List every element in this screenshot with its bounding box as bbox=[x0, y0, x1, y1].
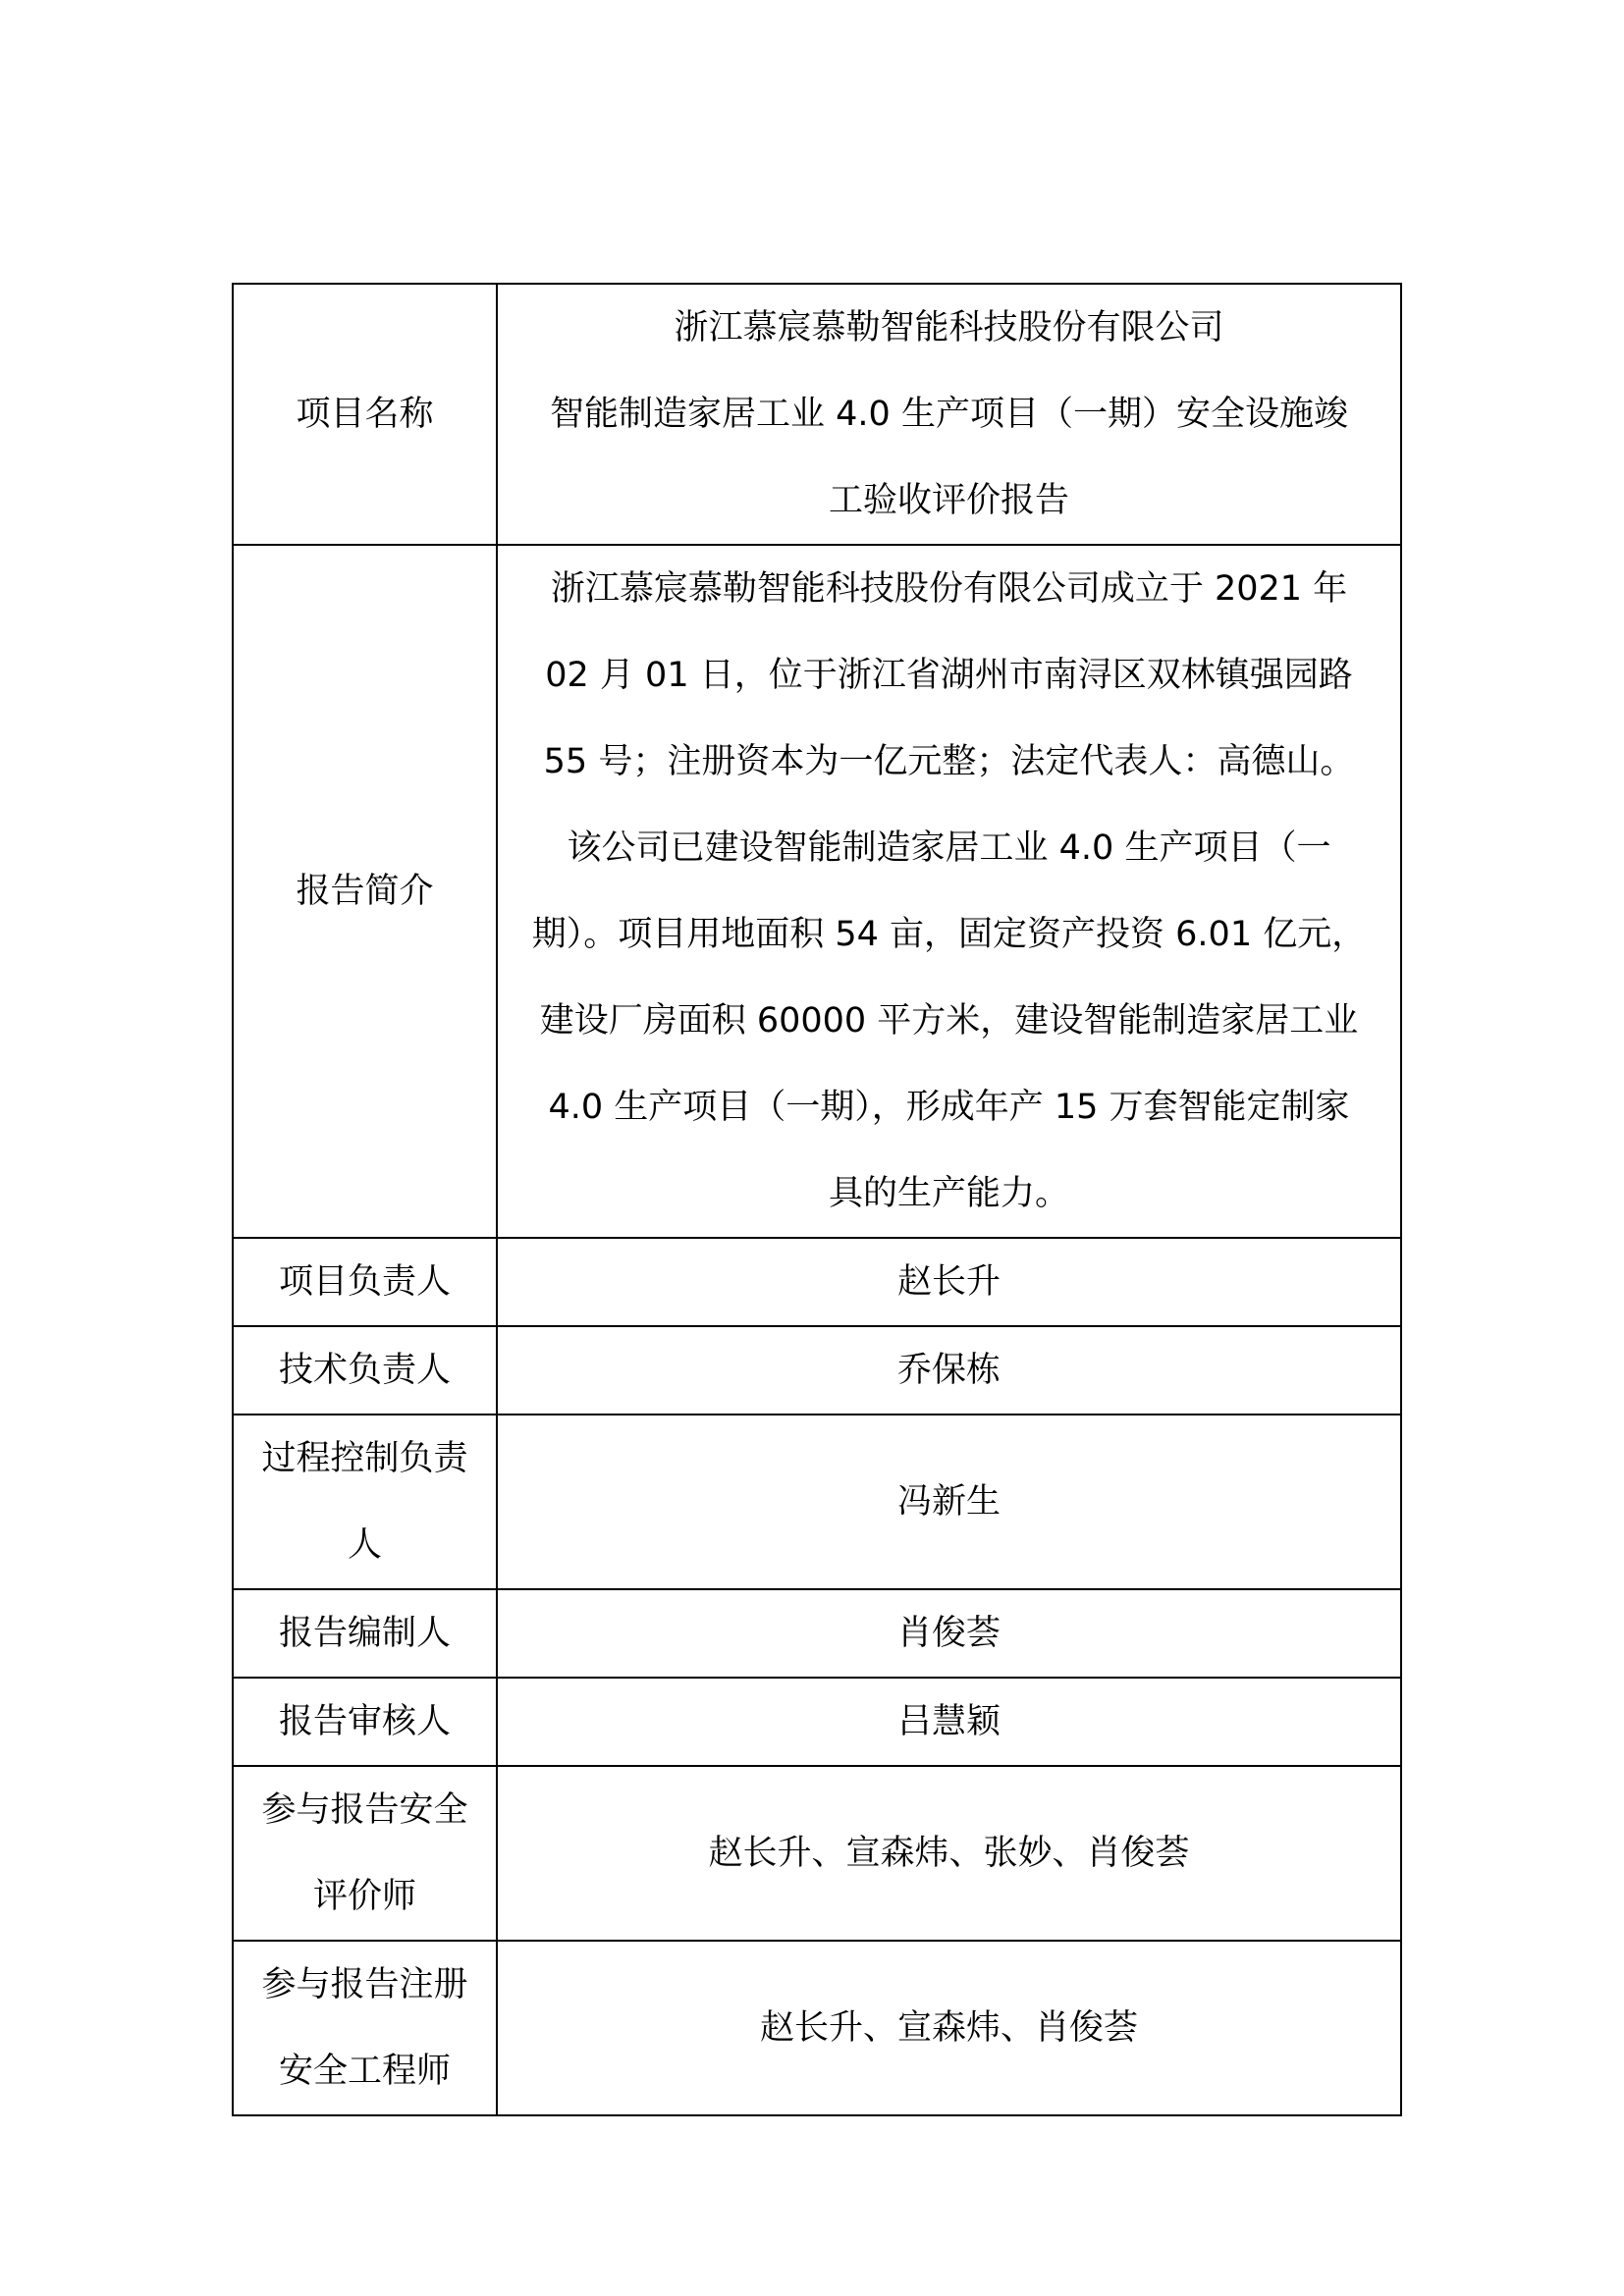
label-line: 参与报告安全 bbox=[261, 1790, 468, 1830]
project-info-table bbox=[232, 283, 1402, 2116]
report-intro-line: 浙江慕宸慕勒智能科技股份有限公司成立于 2021 年 bbox=[550, 569, 1348, 609]
row-report-intro bbox=[233, 545, 1401, 1238]
label-line: 人 bbox=[347, 1525, 382, 1565]
report-compiler-label: 报告编制人 bbox=[233, 1589, 497, 1678]
project-leader-label: 项目负责人 bbox=[233, 1238, 497, 1326]
label-line: 过程控制负责 bbox=[261, 1439, 468, 1478]
row-project-leader bbox=[233, 1238, 1401, 1326]
report-intro-line: 55 号；注册资本为一亿元整；法定代表人：高德山。 bbox=[543, 742, 1355, 781]
report-reviewer-value: 吕慧颖 bbox=[497, 1678, 1401, 1766]
report-intro-label: 报告简介 bbox=[233, 545, 497, 1238]
report-reviewer-label: 报告审核人 bbox=[233, 1678, 497, 1766]
row-report-reviewer bbox=[233, 1678, 1401, 1766]
report-intro-line: 具的生产能力。 bbox=[828, 1174, 1069, 1213]
technical-leader-value: 乔保栋 bbox=[497, 1326, 1401, 1415]
registered-engineers-value: 赵长升、宣森炜、肖俊荟 bbox=[497, 1941, 1401, 2115]
label-line: 评价师 bbox=[312, 1877, 416, 1916]
report-compiler-value: 肖俊荟 bbox=[497, 1589, 1401, 1678]
report-intro-line: 4.0 生产项目（一期），形成年产 15 万套智能定制家 bbox=[548, 1088, 1350, 1127]
report-intro-text bbox=[497, 545, 1401, 1238]
row-technical-leader bbox=[233, 1326, 1401, 1415]
row-process-control-leader bbox=[233, 1415, 1401, 1589]
safety-evaluators-label bbox=[233, 1766, 497, 1941]
project-name-line: 浙江慕宸慕勒智能科技股份有限公司 bbox=[674, 308, 1224, 347]
report-intro-line: 02 月 01 日，位于浙江省湖州市南浔区双林镇强园路 bbox=[545, 656, 1353, 695]
project-name-line: 智能制造家居工业 4.0 生产项目（一期）安全设施竣 bbox=[550, 395, 1348, 434]
report-intro-line: 期）。项目用地面积 54 亩，固定资产投资 6.01 亿元， bbox=[531, 915, 1367, 954]
row-registered-engineers bbox=[233, 1941, 1401, 2115]
row-safety-evaluators bbox=[233, 1766, 1401, 1941]
process-control-leader-value: 冯新生 bbox=[497, 1415, 1401, 1589]
label-line: 安全工程师 bbox=[278, 2052, 451, 2091]
row-report-compiler bbox=[233, 1589, 1401, 1678]
project-name-value bbox=[497, 284, 1401, 545]
label-line: 参与报告注册 bbox=[261, 1965, 468, 2004]
process-control-leader-label bbox=[233, 1415, 497, 1589]
project-name-line: 工验收评价报告 bbox=[828, 481, 1069, 520]
technical-leader-label: 技术负责人 bbox=[233, 1326, 497, 1415]
project-leader-value: 赵长升 bbox=[497, 1238, 1401, 1326]
registered-engineers-label bbox=[233, 1941, 497, 2115]
row-project-name bbox=[233, 284, 1401, 545]
project-name-label: 项目名称 bbox=[233, 284, 497, 545]
report-intro-line: 建设厂房面积 60000 平方米，建设智能制造家居工业 bbox=[539, 1001, 1359, 1041]
safety-evaluators-value: 赵长升、宣森炜、张妙、肖俊荟 bbox=[497, 1766, 1401, 1941]
report-intro-line: 该公司已建设智能制造家居工业 4.0 生产项目（一 bbox=[567, 828, 1331, 868]
